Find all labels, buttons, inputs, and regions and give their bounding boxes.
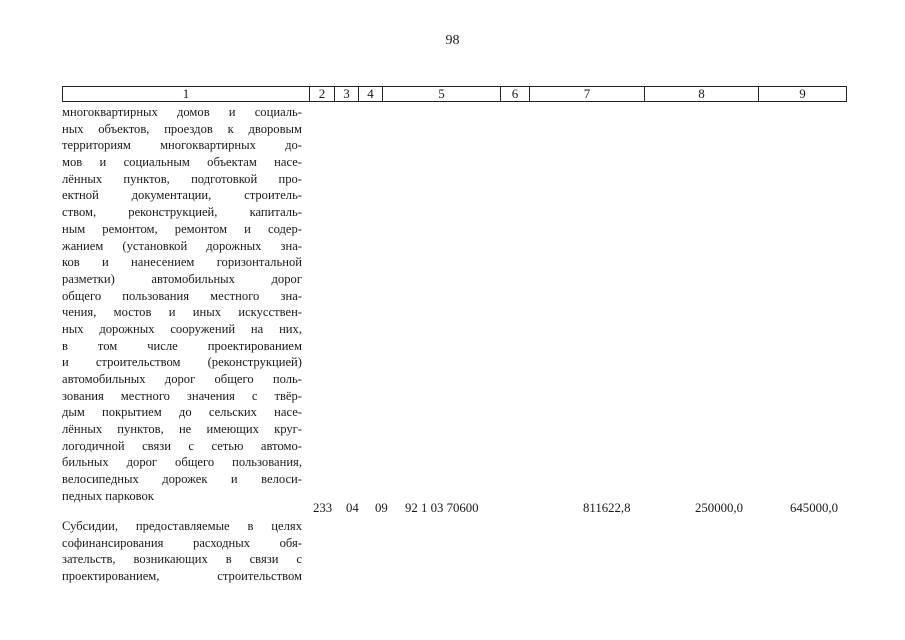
- text-line: и строительством (реконструкцией): [62, 355, 302, 370]
- row-value-col2: 233: [313, 501, 333, 515]
- text-line: лённых пунктов, не имеющих круг-: [62, 422, 302, 437]
- text-line: общего пользования местного зна-: [62, 288, 302, 303]
- header-col-9: 9: [758, 87, 846, 101]
- text-line: разметки) автомобильных дорог: [62, 271, 302, 286]
- row-value-col8: 250000,0: [695, 501, 743, 515]
- header-col-2: 2: [309, 87, 334, 101]
- header-col-6: 6: [500, 87, 529, 101]
- text-line: ным ремонтом, ремонтом и содер-: [62, 221, 302, 236]
- page-number: 98: [445, 33, 460, 48]
- text-line: проектированием, строительством: [62, 569, 302, 584]
- text-line: зательств, возникающих в связи с: [62, 552, 302, 567]
- header-col-4: 4: [358, 87, 382, 101]
- header-col-7: 7: [529, 87, 644, 101]
- header-col-1: 1: [182, 86, 190, 101]
- text-line: многоквартирных домов и социаль-: [62, 105, 302, 119]
- text-line: педных парковок: [62, 488, 154, 503]
- text-line: автомобильных дорог общего поль-: [62, 372, 302, 386]
- text-line: ков и нанесением горизонтальной: [62, 255, 302, 270]
- text-line: чения, мостов и иных искусствен-: [62, 305, 302, 320]
- text-line: ных объектов, проездов к дворовым: [62, 121, 302, 136]
- row-value-col5: 92 1 03 70600: [405, 501, 479, 515]
- text-line: бильных дорог общего пользования,: [62, 455, 302, 470]
- table-header-row: [62, 86, 847, 102]
- row-value-col7: 811622,8: [583, 501, 631, 515]
- row-description-roads: [62, 104, 302, 505]
- row-value-col9: 645000,0: [790, 501, 838, 515]
- text-line: ектной документации, строитель-: [62, 188, 302, 203]
- header-col-8: 8: [644, 87, 758, 101]
- text-line: жанием (установкой дорожных зна-: [62, 238, 302, 253]
- text-line: ством, реконструкцией, капиталь-: [62, 205, 302, 220]
- row-description-subsidies: [62, 518, 302, 585]
- text-line: логодичной связи с сетью автомо-: [62, 438, 302, 453]
- text-line: лённых пунктов, подготовкой про-: [62, 171, 302, 186]
- text-line: дым покрытием до сельских насе-: [62, 405, 302, 420]
- text-line: ных дорожных сооружений на них,: [62, 321, 302, 336]
- text-line: зования местного значения с твёр-: [62, 388, 302, 403]
- text-line: велосипедных дорожек и велоси-: [62, 472, 302, 487]
- text-line: мов и социальным объектам насе-: [62, 155, 302, 170]
- text-line: Субсидии, предоставляемые в целях: [62, 519, 302, 533]
- header-col-3: 3: [334, 87, 358, 101]
- text-line: в том числе проектированием: [62, 338, 302, 353]
- header-col-5: 5: [382, 87, 500, 101]
- row-value-col4: 09: [375, 501, 388, 515]
- row-value-col3: 04: [346, 501, 359, 515]
- text-line: софинансирования расходных обя-: [62, 535, 302, 550]
- text-line: территориям многоквартирных до-: [62, 138, 302, 153]
